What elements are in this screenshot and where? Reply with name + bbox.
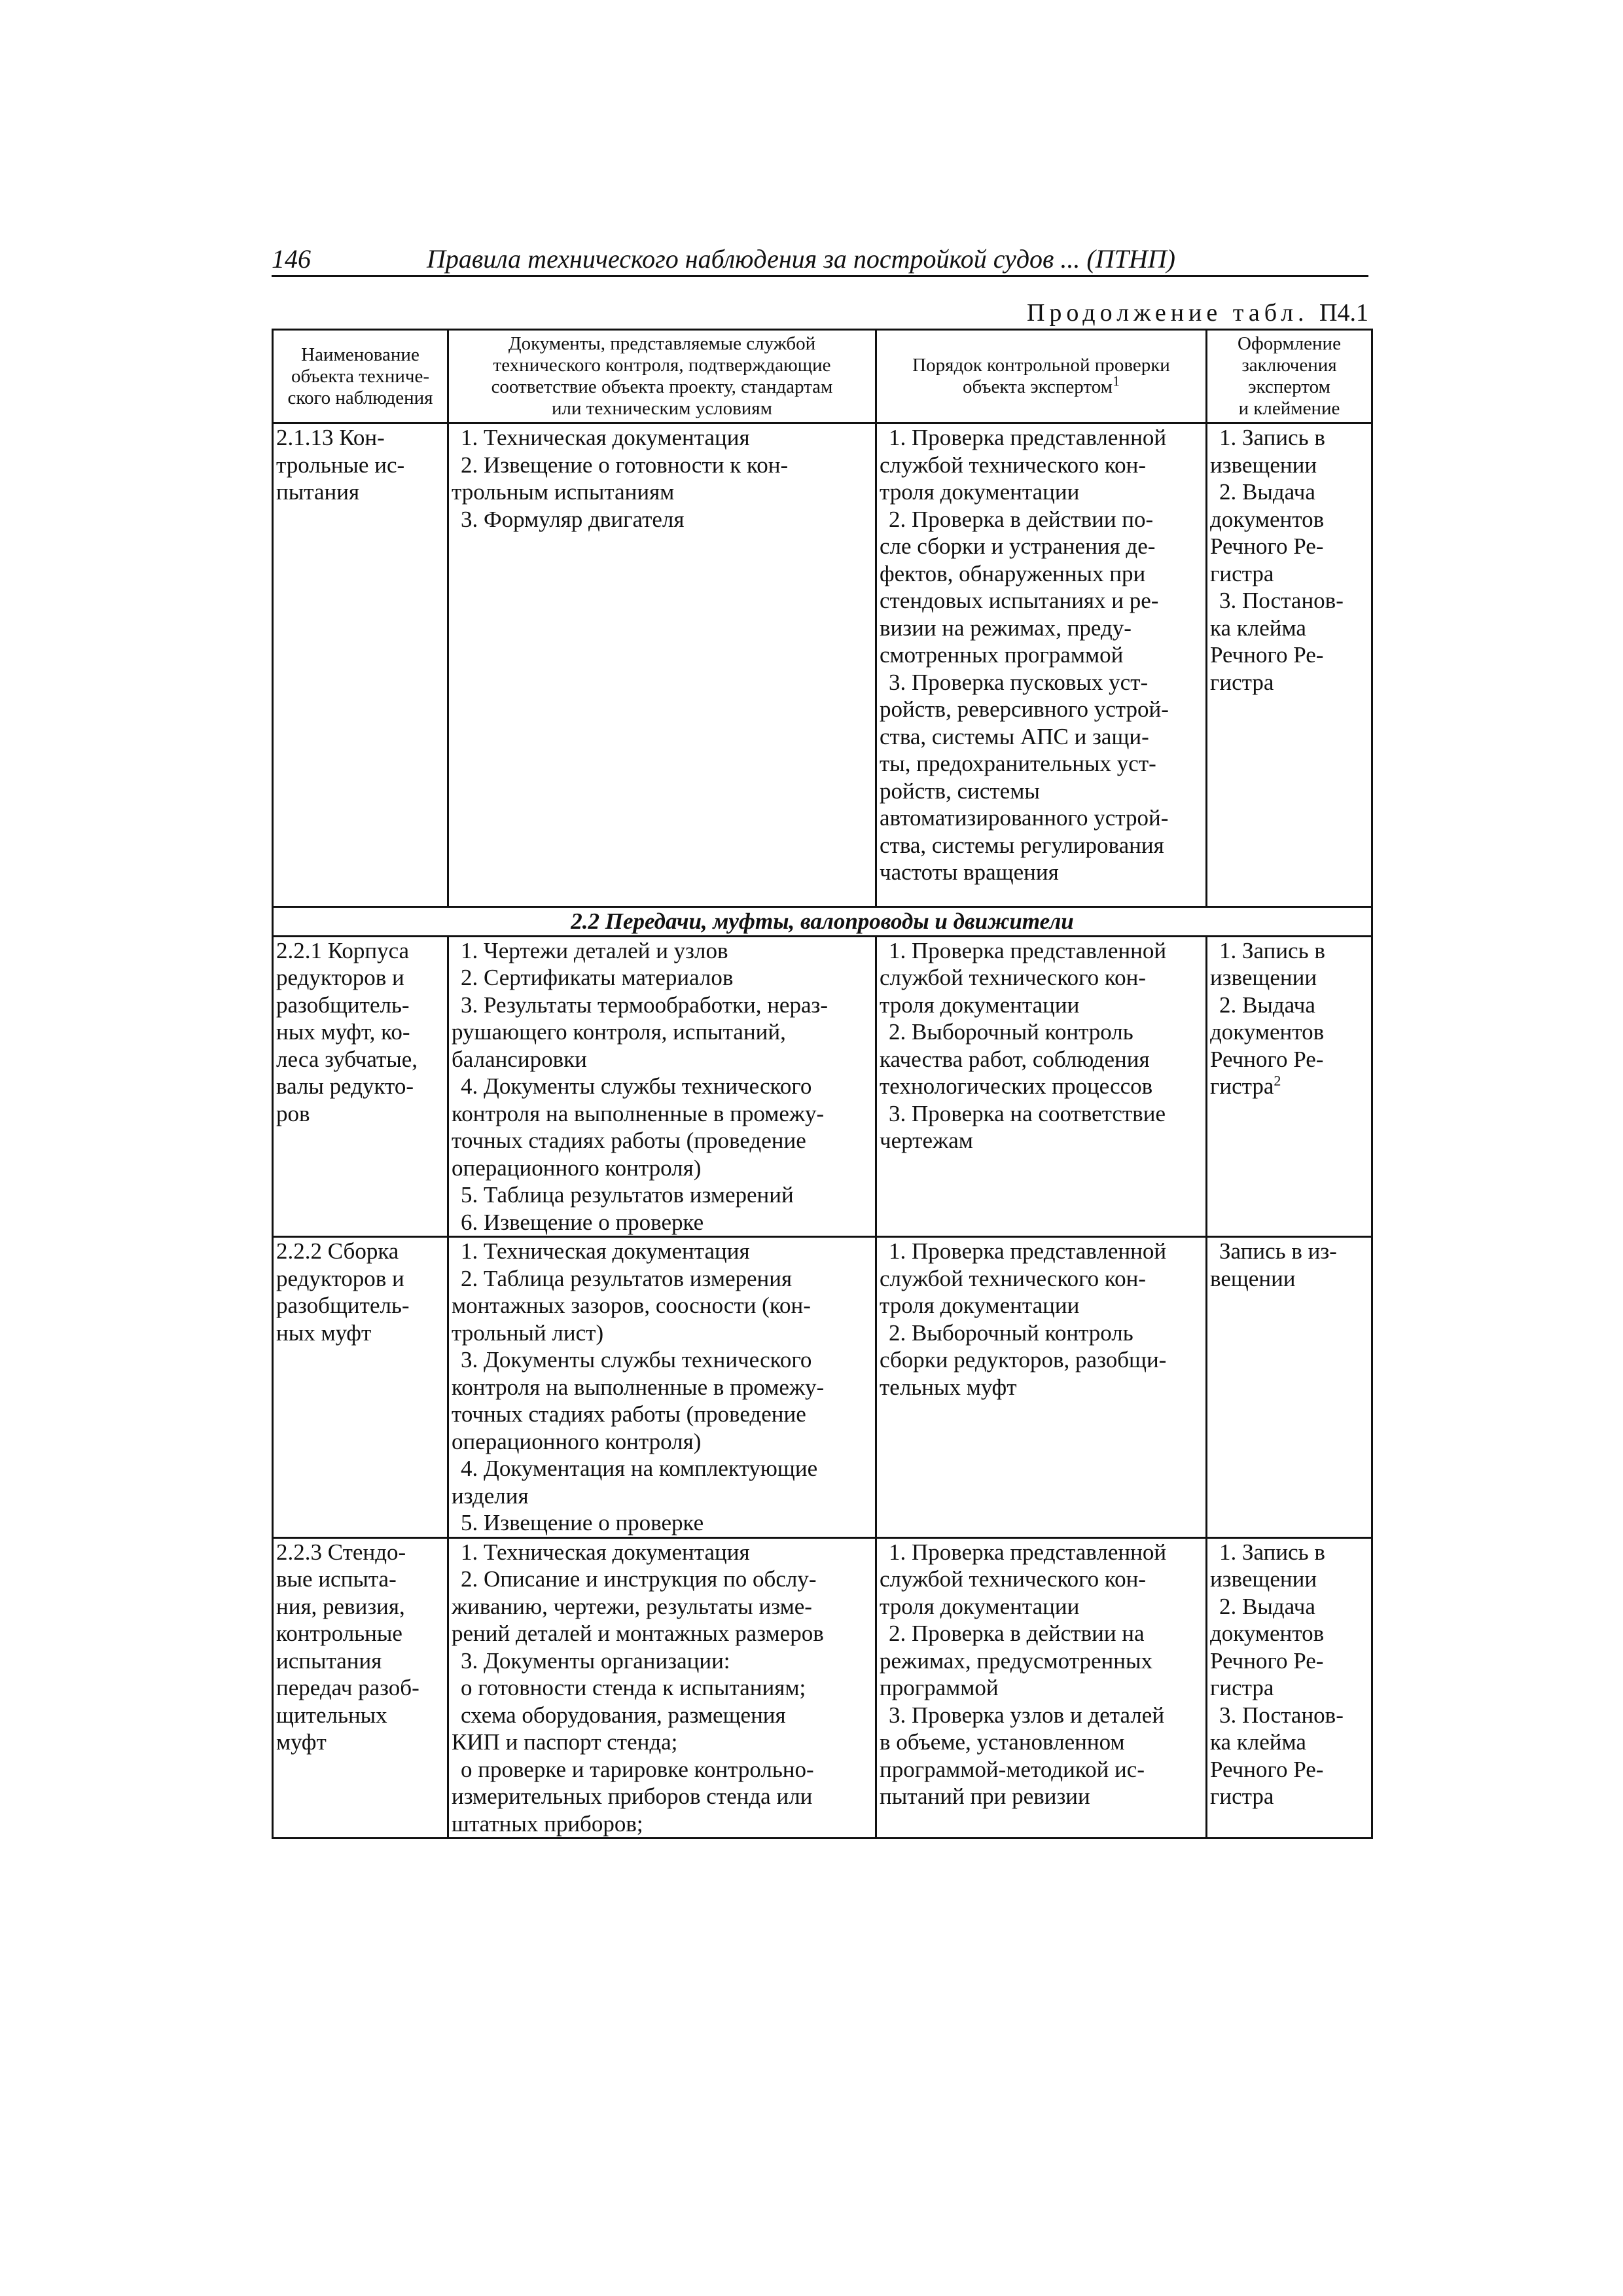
cell-line: визии на режимах, преду- — [880, 615, 1132, 641]
cell-line: пытания — [276, 479, 360, 505]
cell-line: 5. Извещение о проверке — [461, 1510, 704, 1535]
cell-line: стендовых испытаниях и ре- — [880, 588, 1159, 613]
header-conclusion: Оформление заключения экспертом и клеймение — [1207, 330, 1372, 423]
cell-line: сле сборки и устранения де- — [880, 533, 1156, 559]
cell-line: документов — [1210, 1621, 1325, 1646]
cell-line: контроля на выполненные в промежу- — [452, 1374, 825, 1400]
cell-object — [273, 1237, 448, 1538]
cell-line: службой технического кон- — [880, 1265, 1146, 1291]
cell-line: валы редукто- — [276, 1073, 414, 1099]
table-number: П4.1 — [1319, 299, 1368, 327]
cell-line: измерительных приборов стенда или — [452, 1784, 813, 1809]
cell-line: Речного Ре- — [1210, 642, 1324, 668]
cell-line: 5. Таблица результатов измерений — [461, 1182, 794, 1208]
cell-line: 1. Техническая документация — [461, 1539, 750, 1565]
cell-line: 4. Документация на комплектующие — [461, 1456, 818, 1481]
cell-line: ных муфт — [276, 1319, 372, 1346]
cell-line: извещении — [1210, 965, 1317, 990]
cell-line: службой технического кон- — [880, 452, 1146, 478]
cell-line: Речного Ре- — [1210, 1046, 1324, 1072]
cell-line: контрольные — [276, 1621, 402, 1646]
cell-line: ка клейма — [1210, 1729, 1306, 1755]
cell-conclusion — [1207, 936, 1372, 1237]
cell-line: 3. Постанов- — [1219, 1702, 1344, 1728]
cell-line: 1. Техническая документация — [461, 425, 750, 450]
cell-line: гистра — [1210, 560, 1274, 586]
cell-line: операционного контроля) — [452, 1155, 702, 1181]
cell-line: 2. Выдача — [1219, 1593, 1315, 1619]
header-checks: Порядок контрольной проверки объекта экспертом$^1$ — [876, 330, 1207, 423]
cell-checks — [876, 1237, 1207, 1538]
cell-line: 2. Выборочный контроль — [889, 1319, 1133, 1346]
cell-line: троля документации — [880, 479, 1080, 505]
cell-line: 3. Проверка узлов и деталей — [889, 1702, 1165, 1728]
cell-line: КИП и паспорт стенда; — [452, 1729, 678, 1755]
cell-line: 1. Запись в — [1219, 937, 1325, 963]
cell-line: балансировки — [452, 1046, 587, 1072]
cell-object — [273, 1537, 448, 1839]
cell-checks — [876, 1537, 1207, 1839]
cell-line: в объеме, установленном — [880, 1729, 1125, 1755]
cell-line: щительных — [276, 1702, 387, 1728]
continuation-text: Продолжение табл. — [1026, 299, 1309, 327]
header-documents: Документы, представляемые службой технического контроля, подтверждающие соответствие объекта проекту, стандартам или техническим условиям — [448, 330, 876, 423]
cell-line: чертежам — [880, 1128, 973, 1153]
inspection-table — [272, 329, 1373, 1839]
cell-line: 3. Постанов- — [1219, 588, 1344, 613]
cell-line: 2. Сертификаты материалов — [461, 965, 734, 990]
cell-line: операционного контроля) — [452, 1428, 702, 1454]
cell-line: контроля на выполненные в промежу- — [452, 1100, 825, 1126]
cell-line: ров — [276, 1100, 310, 1126]
cell-line: режимах, предусмотренных — [880, 1647, 1152, 1674]
cell-line: вещении — [1210, 1265, 1296, 1291]
cell-line: ства, системы АПС и защи- — [880, 723, 1149, 749]
cell-line: технологических процессов — [880, 1073, 1153, 1099]
cell-line: 1. Запись в — [1219, 425, 1325, 450]
cell-line: гистра$^2$ — [1210, 1072, 1281, 1099]
cell-line: ства, системы регулирования — [880, 832, 1164, 858]
cell-line: извещении — [1210, 1566, 1317, 1592]
cell-line: ных муфт, ко- — [276, 1019, 410, 1045]
cell-line: 3. Документы организации: — [461, 1647, 730, 1674]
cell-conclusion — [1207, 1237, 1372, 1538]
section-title: 2.2 Передачи, муфты, валопроводы и движители — [273, 907, 1372, 937]
cell-line: Речного Ре- — [1210, 1647, 1324, 1674]
header-object: Наименование объекта техниче- ского наблюдения — [273, 330, 448, 423]
cell-object — [273, 936, 448, 1237]
cell-line: 1. Чертежи деталей и узлов — [461, 937, 728, 963]
cell-line: автоматизированного устрой- — [880, 805, 1169, 831]
cell-line: редукторов и — [276, 965, 404, 990]
cell-line: документов — [1210, 506, 1325, 532]
cell-line: троля документации — [880, 1293, 1080, 1318]
cell-line: гистра — [1210, 1784, 1274, 1809]
section-row — [273, 907, 1372, 937]
cell-line: ты, предохранительных уст- — [880, 751, 1156, 776]
cell-documents — [448, 936, 876, 1237]
cell-line: трольным испытаниям — [452, 479, 675, 505]
cell-line: 1. Проверка представленной — [889, 1539, 1167, 1565]
cell-line: Запись в из- — [1219, 1238, 1337, 1264]
cell-line: рений деталей и монтажных размеров — [452, 1621, 824, 1646]
cell-line: редукторов и — [276, 1265, 404, 1291]
table-row — [273, 1237, 1372, 1538]
cell-line: 6. Извещение о проверке — [461, 1209, 704, 1235]
cell-line: передач разоб- — [276, 1675, 419, 1700]
cell-line: вые испыта- — [276, 1566, 397, 1592]
cell-line: 2. Описание и инструкция по обслу- — [461, 1566, 817, 1592]
cell-line: тельных муфт — [880, 1374, 1017, 1400]
cell-line: смотренных программой — [880, 642, 1124, 668]
cell-documents — [448, 1237, 876, 1538]
cell-line: 2. Проверка в действии по- — [889, 506, 1154, 532]
running-title: Правила технического наблюдения за постройкой судов ... (ПТНП) — [427, 244, 1175, 274]
cell-line: гистра — [1210, 1675, 1274, 1700]
cell-line: качества работ, соблюдения — [880, 1046, 1150, 1072]
footnote-mark: 1 — [1113, 372, 1120, 389]
table-continuation-label — [1027, 298, 1368, 327]
cell-line: ройств, системы — [880, 778, 1040, 804]
cell-line: схема оборудования, размещения — [461, 1702, 786, 1728]
cell-line: 3. Формуляр двигателя — [461, 506, 685, 532]
page-number: 146 — [272, 244, 311, 274]
cell-line: 2.2.1 Корпуса — [276, 937, 410, 963]
cell-line: леса зубчатые, — [276, 1046, 418, 1072]
cell-line: службой технического кон- — [880, 1566, 1146, 1592]
cell-line: 1. Проверка представленной — [889, 1238, 1167, 1264]
cell-checks — [876, 423, 1207, 907]
cell-line: испытания — [276, 1647, 382, 1674]
cell-line: Речного Ре- — [1210, 1756, 1324, 1782]
cell-line: 2. Таблица результатов измерения — [461, 1265, 793, 1291]
cell-line: разобщитель- — [276, 1293, 410, 1318]
cell-line: программой-методикой ис- — [880, 1756, 1145, 1782]
page-header — [272, 243, 1368, 277]
cell-line: трольный лист) — [452, 1319, 604, 1346]
footnote-mark: 2 — [1274, 1072, 1281, 1089]
cell-line: ния, ревизия, — [276, 1593, 405, 1619]
cell-line: 3. Проверка на соответствие — [889, 1100, 1166, 1126]
cell-line: о готовности стенда к испытаниям; — [461, 1675, 806, 1700]
table-row — [273, 1537, 1372, 1839]
cell-documents — [448, 423, 876, 907]
cell-line: пытаний при ревизии — [880, 1784, 1090, 1809]
cell-checks — [876, 936, 1207, 1237]
cell-line: разобщитель- — [276, 992, 410, 1018]
cell-line: 3. Результаты термообработки, нераз- — [461, 992, 828, 1018]
cell-line: частоты вращения — [880, 859, 1059, 885]
cell-line: точных стадиях работы (проведение — [452, 1128, 806, 1153]
cell-line: 2. Проверка в действии на — [889, 1621, 1145, 1646]
cell-line: 2. Извещение о готовности к кон- — [461, 452, 789, 478]
cell-line: гистра — [1210, 669, 1274, 695]
cell-line: Речного Ре- — [1210, 533, 1324, 559]
cell-line: 2.2.2 Сборка — [276, 1238, 399, 1264]
cell-line: 3. Проверка пусковых уст- — [889, 669, 1149, 695]
table-row — [273, 936, 1372, 1237]
cell-line: 1. Проверка представленной — [889, 425, 1167, 450]
cell-line: ройств, реверсивного устрой- — [880, 696, 1169, 722]
cell-conclusion — [1207, 423, 1372, 907]
cell-line: 4. Документы службы технического — [461, 1073, 812, 1099]
cell-line: рушающего контроля, испытаний, — [452, 1019, 786, 1045]
cell-line: фектов, обнаруженных при — [880, 560, 1146, 586]
table-row — [273, 423, 1372, 907]
cell-line: 1. Запись в — [1219, 1539, 1325, 1565]
cell-line: изделия — [452, 1482, 529, 1509]
cell-line: точных стадиях работы (проведение — [452, 1401, 806, 1427]
cell-line: сборки редукторов, разобщи- — [880, 1347, 1167, 1372]
cell-line: ка клейма — [1210, 615, 1306, 641]
cell-line: муфт — [276, 1729, 327, 1755]
cell-line: 2.1.13 Кон- — [276, 425, 385, 450]
cell-line: 2. Выборочный контроль — [889, 1019, 1133, 1045]
cell-object — [273, 423, 448, 907]
cell-line: 2.2.3 Стендо- — [276, 1539, 406, 1565]
cell-line: монтажных зазоров, соосности (кон- — [452, 1293, 811, 1318]
cell-line: штатных приборов; — [452, 1810, 643, 1837]
cell-line: трольные ис- — [276, 452, 405, 478]
cell-line: живанию, чертежи, результаты изме- — [452, 1593, 812, 1619]
cell-conclusion — [1207, 1537, 1372, 1839]
cell-line: программой — [880, 1675, 999, 1700]
table-header-row — [273, 330, 1372, 423]
cell-line: троля документации — [880, 992, 1080, 1018]
cell-line: 1. Проверка представленной — [889, 937, 1167, 963]
cell-line: 2. Выдача — [1219, 479, 1315, 505]
cell-line: 1. Техническая документация — [461, 1238, 750, 1264]
cell-documents — [448, 1537, 876, 1839]
cell-line: троля документации — [880, 1593, 1080, 1619]
cell-line: службой технического кон- — [880, 965, 1146, 990]
cell-line: документов — [1210, 1019, 1325, 1045]
cell-line: извещении — [1210, 452, 1317, 478]
cell-line: 2. Выдача — [1219, 992, 1315, 1018]
cell-line: 3. Документы службы технического — [461, 1347, 812, 1372]
cell-line: о проверке и тарировке контрольно- — [461, 1756, 814, 1782]
